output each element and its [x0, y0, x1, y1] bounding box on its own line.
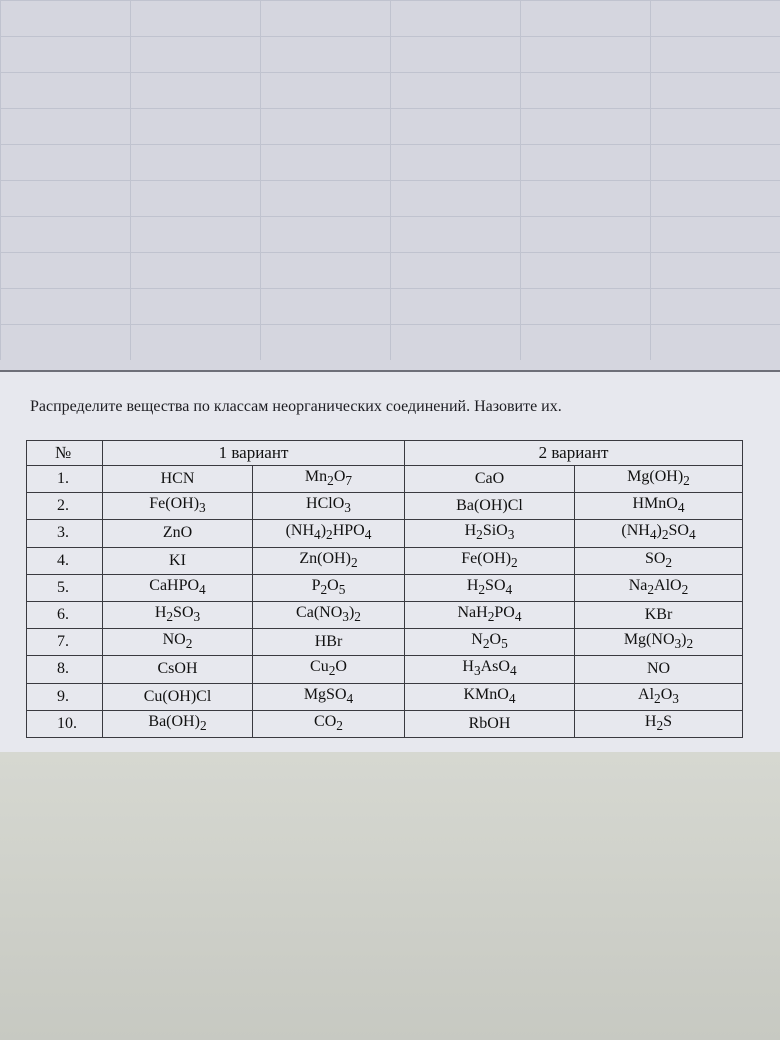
variant-2-substance-a: $N_2O_5$: [405, 629, 575, 656]
variant-1-substance-a: KI: [103, 547, 253, 574]
variant-1-substance-b: $P_2O_5$: [253, 574, 405, 601]
variant-2-substance-b: NO: [575, 656, 743, 683]
desk-surface: [0, 752, 780, 1040]
variant-2-substance-a: KMnO$_4$: [405, 683, 575, 710]
column-header-variant-1: 1 вариант: [103, 441, 405, 466]
variant-2-substance-a: Ba(OH)Cl: [405, 493, 575, 520]
variant-1-substance-b: MgSO$_4$: [253, 683, 405, 710]
table-row: [27, 547, 743, 574]
variant-2-substance-a: $H_2SO_4$: [405, 574, 575, 601]
table-row: [27, 656, 743, 683]
variant-2-substance-a: $H_3AsO_4$: [405, 656, 575, 683]
row-number: 5.: [27, 574, 103, 601]
row-number: 3.: [27, 520, 103, 547]
row-number: 9.: [27, 683, 103, 710]
previous-worksheet-page: [0, 0, 780, 372]
variant-1-substance-a: Cu(OH)Cl: [103, 683, 253, 710]
table-row: [27, 574, 743, 601]
variant-1-substance-a: CaHPO$_4$: [103, 574, 253, 601]
table-row: [27, 629, 743, 656]
variant-2-substance-b: $Al_2O_3$: [575, 683, 743, 710]
table-row: [27, 520, 743, 547]
table-row: [27, 683, 743, 710]
substances-table: [26, 440, 743, 738]
variant-1-substance-a: $H_2SO_3$: [103, 601, 253, 628]
variant-2-substance-b: $SO_2$: [575, 547, 743, 574]
variant-1-substance-b: $CO_2$: [253, 710, 405, 737]
variant-2-substance-a: RbOH: [405, 710, 575, 737]
table-row: [27, 466, 743, 493]
variant-1-substance-a: ZnO: [103, 520, 253, 547]
variant-2-substance-a: $Fe(OH)_2$: [405, 547, 575, 574]
table-row: [27, 710, 743, 737]
variant-2-substance-b: $(NH_4)_2SO_4$: [575, 520, 743, 547]
row-number: 2.: [27, 493, 103, 520]
variant-1-substance-b: $(NH_4)_2HPO_4$: [253, 520, 405, 547]
variant-2-substance-a: $NaH_2PO_4$: [405, 601, 575, 628]
table-row: [27, 601, 743, 628]
variant-1-substance-b: HClO$_3$: [253, 493, 405, 520]
variant-1-substance-b: $Mn_2O_7$: [253, 466, 405, 493]
variant-1-substance-b: HBr: [253, 629, 405, 656]
variant-1-substance-a: HCN: [103, 466, 253, 493]
table-header-row: [27, 441, 743, 466]
variant-1-substance-a: $Fe(OH)_3$: [103, 493, 253, 520]
variant-2-substance-b: HMnO$_4$: [575, 493, 743, 520]
row-number: 10.: [27, 710, 103, 737]
task-instruction: Распределите вещества по классам неорганических соединений. Назовите их.: [30, 398, 562, 415]
row-number: 1.: [27, 466, 103, 493]
variant-2-substance-b: $Na_2AlO_2$: [575, 574, 743, 601]
row-number: 8.: [27, 656, 103, 683]
row-number: 4.: [27, 547, 103, 574]
variant-2-substance-a: $H_2SiO_3$: [405, 520, 575, 547]
column-header-variant-2: 2 вариант: [405, 441, 743, 466]
column-header-number: №: [27, 441, 103, 466]
variant-1-substance-a: CsOH: [103, 656, 253, 683]
variant-2-substance-b: KBr: [575, 601, 743, 628]
row-number: 6.: [27, 601, 103, 628]
variant-1-substance-b: $Ca(NO_3)_2$: [253, 601, 405, 628]
variant-1-substance-b: $Cu_2O$: [253, 656, 405, 683]
variant-2-substance-b: $Mg(OH)_2$: [575, 466, 743, 493]
row-number: 7.: [27, 629, 103, 656]
variant-2-substance-a: CaO: [405, 466, 575, 493]
variant-1-substance-b: $Zn(OH)_2$: [253, 547, 405, 574]
table-row: [27, 493, 743, 520]
faded-table-grid: [0, 0, 780, 360]
variant-1-substance-a: $NO_2$: [103, 629, 253, 656]
variant-2-substance-b: $Mg(NO_3)_2$: [575, 629, 743, 656]
variant-1-substance-a: $Ba(OH)_2$: [103, 710, 253, 737]
variant-2-substance-b: $H_2S$: [575, 710, 743, 737]
